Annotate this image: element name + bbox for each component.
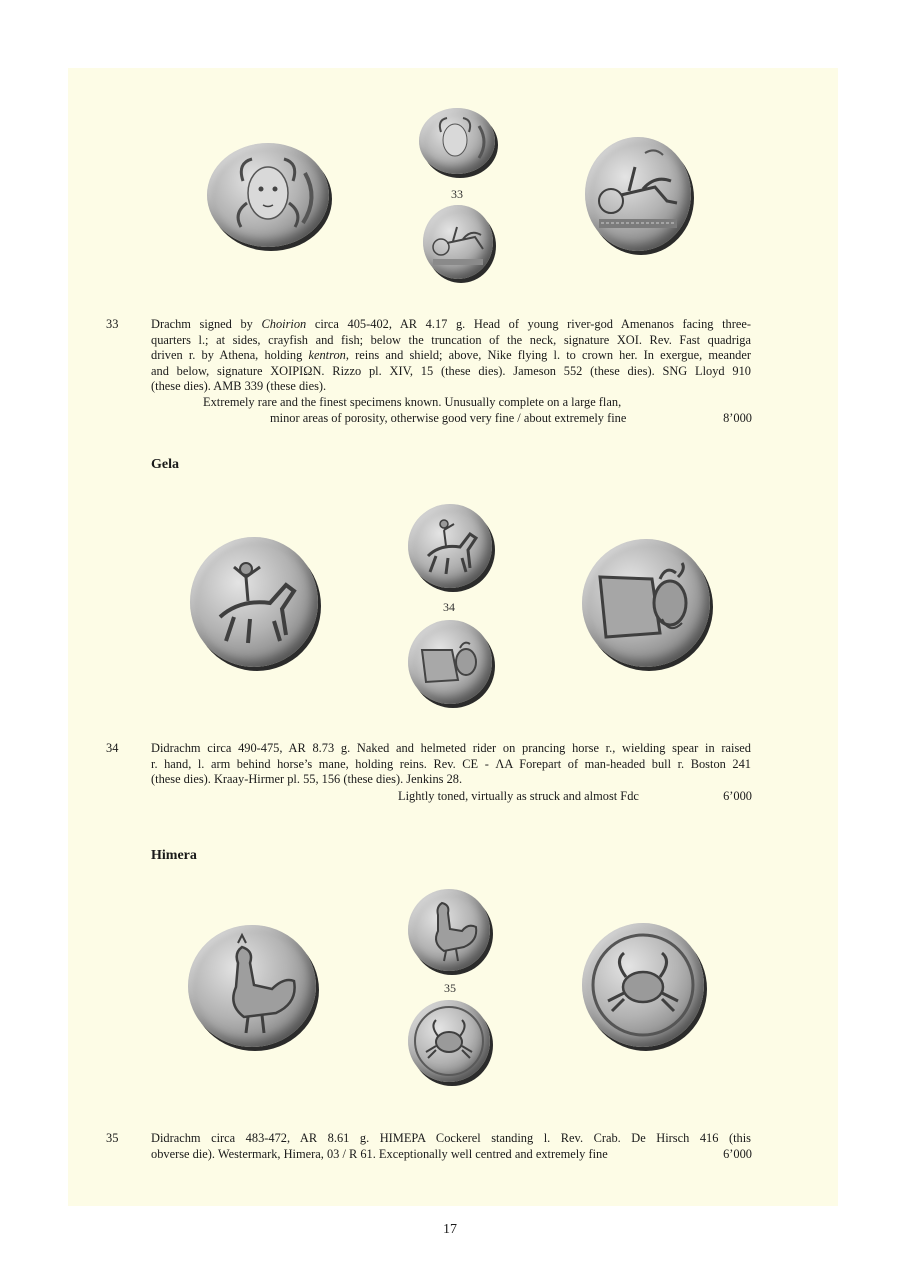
- description-line: and below, signature ΧΟΙΡΙΩΝ. Rizzo pl. XIV, 15 (these dies). Jameson 552 (these dies). SNG Lloyd 910: [151, 363, 751, 378]
- lot-35-reverse-enlarged: [582, 923, 704, 1047]
- lot-34-obverse-actual: [408, 504, 492, 588]
- lot-number: 35: [106, 1131, 119, 1145]
- description-line: obverse die). Westermark, Himera, 03 / R 61. Exceptionally well centred and extremely fine: [151, 1146, 608, 1161]
- lot-35-plate-label: 35: [444, 981, 456, 995]
- description-line: (these dies). AMB 339 (these dies).: [151, 379, 327, 393]
- lot-number: 34: [106, 741, 119, 755]
- description-line: quarters l.; at sides, crayfish and fish; below the truncation of the neck, signature XOI. Rev. Fast quadriga: [151, 332, 751, 347]
- lot-description: [151, 741, 751, 788]
- lot-33-reverse-actual: [423, 205, 493, 279]
- lot-34-reverse-actual: [408, 620, 492, 704]
- description-line: driven r. by Athena, holding kentron, reins and shield; above, Nike flying l. to crown her. In exergue, meander: [151, 348, 751, 362]
- description-line: Didrachm circa 483-472, AR 8.61 g. HIMEPA Cockerel standing l. Rev. Crab. De Hirsch 416 (this: [151, 1131, 751, 1145]
- lot-34-entry: [106, 741, 752, 805]
- quadriga-icon: [423, 205, 493, 279]
- lot-description: [151, 317, 751, 395]
- page-number: 17: [443, 1222, 457, 1237]
- lot-34-obverse-enlarged: [190, 537, 318, 667]
- condition-line: Lightly toned, virtually as struck and almost Fdc: [398, 789, 639, 803]
- lot-price: 8’000: [723, 411, 752, 425]
- section-heading-himera: Himera: [151, 848, 197, 863]
- lot-33-reverse-enlarged: [585, 137, 691, 251]
- lot-35-obverse-enlarged: [188, 925, 316, 1047]
- lot-33-obverse-enlarged: [207, 143, 329, 247]
- lot-33-entry: [106, 317, 752, 427]
- lot-34-reverse-enlarged: [582, 539, 710, 667]
- description-line: Didrachm circa 490-475, AR 8.73 g. Naked and helmeted rider on prancing horse r., wielding spear in raised: [151, 741, 751, 755]
- lot-34-plate-label: 34: [443, 600, 455, 614]
- description-line: Drachm signed by Choirion circa 405-402, AR 4.17 g. Head of young river-god Amenanos facing three-: [151, 317, 751, 331]
- quadriga-icon: [585, 137, 691, 251]
- condition-line: minor areas of porosity, otherwise good very fine / about extremely fine: [270, 411, 627, 425]
- condition-line: Extremely rare and the finest specimens known. Unusually complete on a large flan,: [203, 395, 622, 409]
- horse-rider-icon: [408, 504, 492, 588]
- lot-number: 33: [106, 317, 119, 331]
- crab-icon: [582, 923, 704, 1047]
- description-line: (these dies). Kraay-Hirmer pl. 55, 156 (these dies). Jenkins 28.: [151, 772, 463, 786]
- description-line: r. hand, l. arm behind horse’s mane, holding reins. Rev. CE - ΛΑ Forepart of man-headed bull r. Boston 241: [151, 756, 751, 771]
- lot-35-entry: [106, 1131, 752, 1165]
- crab-icon: [408, 1000, 490, 1082]
- lot-price: 6’000: [723, 1146, 752, 1161]
- cockerel-icon: [408, 889, 490, 971]
- lot-33-obverse-actual: [419, 108, 495, 174]
- facing-head-icon: [207, 143, 329, 247]
- lot-33-plate-label: 33: [451, 187, 463, 201]
- section-heading-gela: Gela: [151, 457, 179, 472]
- lot-description: [151, 1131, 751, 1162]
- lot-price: 6’000: [723, 789, 752, 803]
- lot-35-obverse-actual: [408, 889, 490, 971]
- facing-head-icon: [419, 108, 495, 174]
- man-headed-bull-icon: [582, 539, 710, 667]
- man-headed-bull-icon: [408, 620, 492, 704]
- lot-35-reverse-actual: [408, 1000, 490, 1082]
- cockerel-icon: [188, 925, 316, 1047]
- horse-rider-icon: [190, 537, 318, 667]
